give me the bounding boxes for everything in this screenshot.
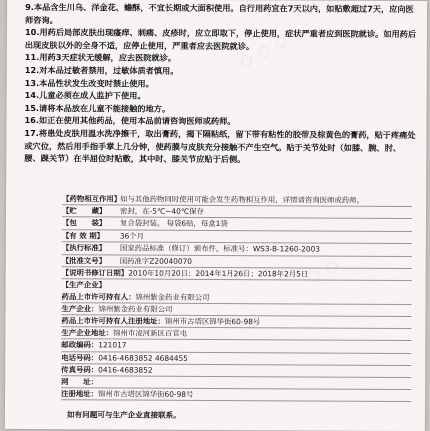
company-line: 传真号码：0416-4683852 [61, 365, 153, 375]
storage-label: 【贮 藏】 [61, 206, 107, 216]
precaution-item: 13.本品性状发生改变时禁止使用。 [24, 77, 154, 89]
precaution-item: 12.对本品过敏者禁用，过敏体质者慎用。 [24, 64, 179, 76]
watermark: ◇ ◇ ◇ [235, 29, 292, 73]
approval-label: 【批准文号】 [61, 255, 107, 265]
standard-row [62, 242, 412, 255]
company-line: 生产企业地址：锦州市凌河新区百官屯 [61, 328, 188, 339]
precautions-list [24, 1, 417, 167]
precaution-item: 14.儿童必须在成人监护下使用。 [24, 90, 146, 101]
package-row [62, 218, 412, 231]
company-line: 药品上市许可持有人注册地址：锦州市古塔区锦华街60-98号 [61, 316, 261, 327]
revision-value: 2010年10月20日；2014年1月26日；2018年2月5日 [128, 268, 309, 279]
company-line: 药品上市许可持有人：锦州紫金药业有限公司 [61, 291, 210, 302]
interaction-label: 【药物相互作用】 [62, 194, 122, 204]
company-line: 生产企业：锦州紫金药业有限公司 [61, 304, 173, 314]
company-line: 网 址： [61, 377, 99, 387]
company-line: 注册地址：锦州市古塔区锦华街60-98号 [61, 389, 194, 400]
leaflet-sheet [5, 0, 427, 431]
company-line: 电话号码：0416-4683852 4684455 [61, 352, 188, 363]
precaution-item: 11.用药3天症状无缓解，应去医院就诊。 [24, 52, 177, 64]
contact-note: 如有问题可与生产企业直接联系。 [66, 410, 181, 420]
precaution-item: 15.请将本品放在儿童不能接触的地方。 [24, 102, 171, 114]
company-label: 【生产企业】 [61, 280, 107, 290]
storage-row [62, 205, 412, 218]
precaution-item: 17.将患处皮肤用温水洗净擦干，取出膏药，揭下隔粘纸，留下带有粘性的胶带及棕黄色的膏药，贴于疼痛处或穴位，然后用手指手掌上几分钟，使药膜与皮肤充分接触不产生空气。贴于关节处时（如膝、腕、肘、腰、踝关节）在半屈位时贴敷，其中时、膝关节应贴于后侧。 [24, 127, 416, 165]
company-line: 邮政编码：121017 [61, 340, 127, 351]
storage-value: 密封，在-5℃~40℃保存 [119, 206, 204, 216]
approval-row [62, 255, 412, 268]
package-value: 复合袋封装。 每袋6贴，每盒1袋 [119, 218, 228, 229]
company-header-row [62, 280, 412, 293]
standard-value: 国家药品标准（修订）颁布件，标准号：WS3-B-1260-2003 [119, 243, 321, 254]
precaution-item: 9.本品含生川乌、洋金花、蟾酥，不宜长期或大面积使用。自行用药宜在7天以内，如贴敷超过7天，应向医师咨询。 [24, 1, 414, 25]
revision-label: 【说明书修订日期】 [61, 268, 129, 278]
standard-label: 【执行标准】 [61, 243, 107, 253]
validity-label: 【有 效 期】 [61, 230, 105, 241]
validity-value: 36个月 [119, 231, 145, 241]
revision-row [62, 267, 412, 280]
precaution-item: 16.如正在使用其他药品，使用本品前请咨询医师或药师。 [24, 115, 236, 127]
interaction-value: 如与其他药物同时使用可能会发生药物相互作用，详情请咨询医师或药师。 [120, 194, 365, 205]
product-info-table [61, 193, 412, 402]
precaution-item: 10.用药后局部皮肤出现瘙痒、刺痛、皮疹时，应立即取下，停止使用，症状严重者应到医院就诊。如用药后出现皮肤以外的全身不适，应停止使用，严重者应去医院就诊。 [24, 27, 417, 51]
interaction-row [62, 193, 412, 206]
validity-row [62, 230, 412, 243]
company-details [61, 291, 412, 403]
watermark: ◇ ◇ [302, 253, 343, 289]
approval-value: 国药准字Z20040070 [119, 256, 193, 266]
package-label: 【包 装】 [61, 218, 107, 228]
